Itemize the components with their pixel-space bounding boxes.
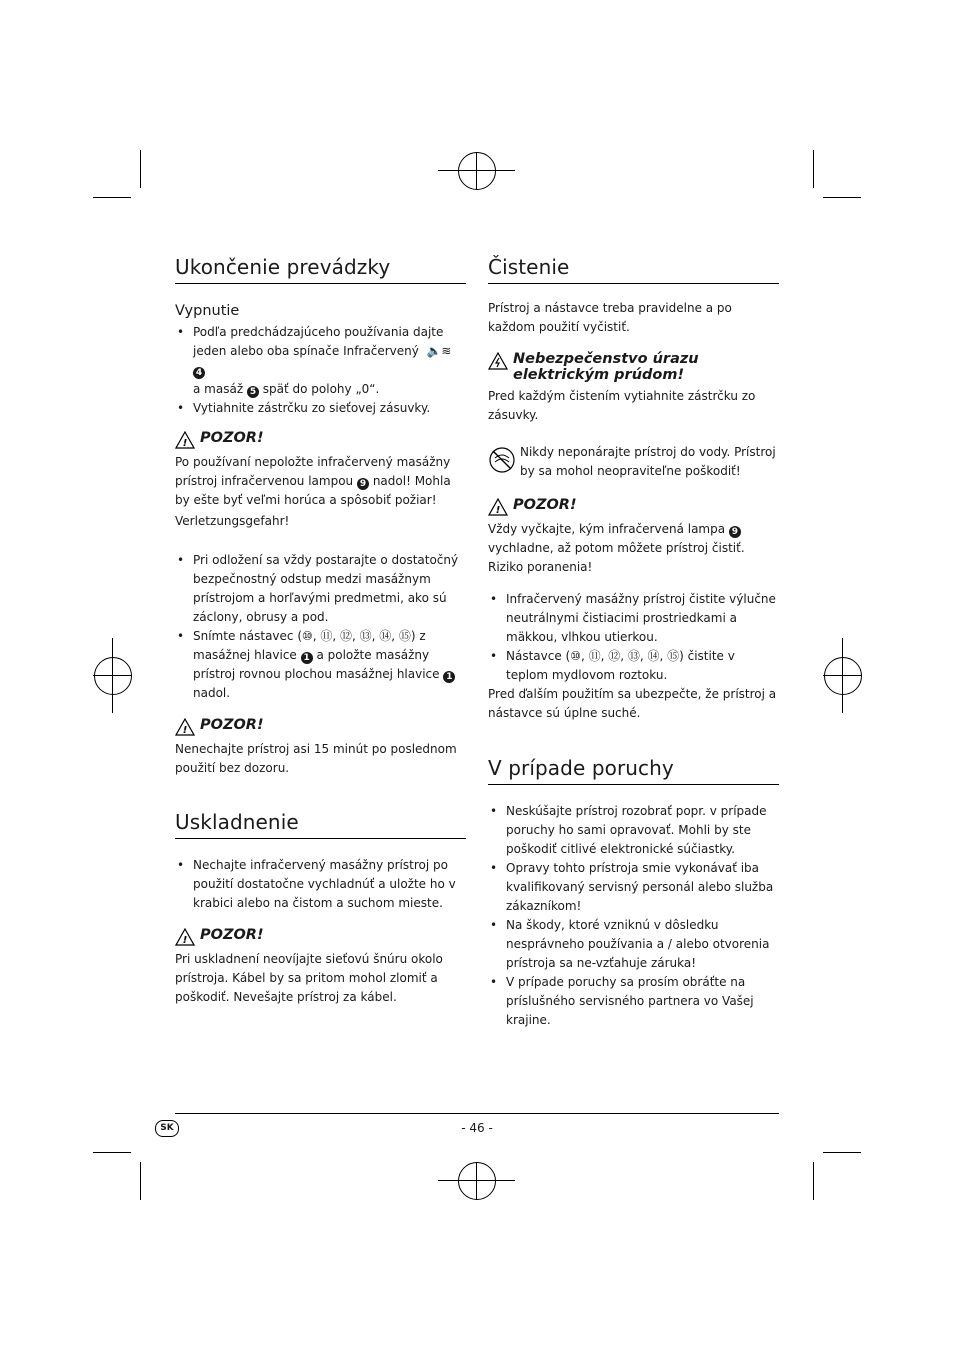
storage-list	[175, 856, 466, 913]
warning-triangle-icon	[488, 498, 508, 516]
warning-heading: ! POZOR!	[175, 927, 466, 946]
list-item: • Nástavce (⑩, ⑪, ⑫, ⑬, ⑭, ⑮) čistite v teplom mydlovom roztoku.	[488, 647, 779, 685]
list-item: • Na škody, ktoré vzniknú v dôsledku nesprávneho používania a / alebo otvorenia prístroja sa ne-vzťahuje záruka!	[488, 916, 779, 973]
list-item: • Podľa predchádzajúceho používania dajte jeden alebo oba spínače Infračervený 🔈≋ 4 a masáž 5 späť do polohy „0“.	[175, 323, 466, 399]
heading-cleaning: Čistenie	[488, 255, 779, 284]
storage-safety-list	[175, 551, 466, 703]
list-item: • Nechajte infračervený masážny prístroj po použití dostatočne vychladnúť a uložte ho v krabici alebo na čistom a suchom mieste.	[175, 856, 466, 913]
list-item: • V prípade poruchy sa prosím obráťte na príslušného servisného partnera vo Vašej krajine.	[488, 973, 779, 1030]
warning-triangle-icon	[175, 718, 195, 736]
list-item: • Pri odložení sa vždy postarajte o dostatočný bezpečnostný odstup medzi masážnym prístrojom a horľavými predmetmi, ako sú záclony, obrusy a pod.	[175, 551, 466, 627]
warning-heading: ! POZOR!	[488, 497, 779, 516]
water-notice: Nikdy neponárajte prístroj do vody. Prístroj by sa mohol neopraviteľne poškodiť!	[488, 443, 779, 481]
svg-text:!: !	[495, 505, 501, 516]
electric-warning-heading: Nebezpečenstvo úrazu elektrickým prúdom!	[488, 351, 779, 383]
malfunction-list	[488, 802, 779, 1030]
footer-rule	[175, 1113, 779, 1114]
warning-extra: Verletzungsgefahr!	[175, 514, 290, 528]
after-cleaning-text: Pred ďalším použitím sa ubezpečte, že prístroj a nástavce sú úplne suché.	[488, 687, 777, 720]
warning-extra: Riziko poranenia!	[488, 560, 593, 574]
right-column	[488, 255, 779, 1030]
subheading-turn-off: Vypnutie	[175, 303, 240, 319]
warning-triangle-icon	[175, 928, 195, 946]
warning-text: Nenechajte prístroj asi 15 minút po poslednom použití bez dozoru.	[175, 742, 457, 775]
warning-triangle-icon	[175, 431, 195, 449]
turn-off-list	[175, 323, 466, 418]
electric-warning-icon	[488, 352, 508, 370]
heading-shutdown: Ukončenie prevádzky	[175, 255, 466, 284]
svg-text:!: !	[182, 935, 188, 946]
warning-text: Pri uskladnení neovíjajte sieťovú šnúru okolo prístroja. Kábel by sa pritom mohol zlomiť a poškodiť. Nevešajte prístroj za kábel.	[175, 952, 443, 1004]
infrared-massage-icon: 🔈≋	[422, 344, 456, 358]
warning-heading: ! POZOR!	[175, 717, 466, 736]
warning-text: Vždy vyčkajte, kým infračervená lampa 9 vychladne, až potom môžete prístroj čistiť.	[488, 522, 745, 555]
list-item: • Vytiahnite zástrčku zo sieťovej zásuvky.	[175, 399, 466, 418]
intro-text: Prístroj a nástavce treba pravidelne a po každom použití vyčistiť.	[488, 301, 732, 334]
warning-text: Pred každým čistením vytiahnite zástrčku zo zásuvky.	[488, 389, 756, 422]
warning-text: Po používaní nepoložte infračervený masážny prístroj infračervenou lampou 9 nadol! Mohla by ešte byť veľmi horúca a spôsobiť požiar!	[175, 455, 451, 507]
language-badge: SK	[155, 1120, 179, 1137]
svg-text:!: !	[182, 438, 188, 449]
svg-text:!: !	[182, 725, 188, 736]
heading-malfunction: V prípade poruchy	[488, 756, 779, 785]
no-water-icon	[488, 446, 516, 474]
page-number: - 46 -	[461, 1121, 493, 1135]
cleaning-list	[488, 590, 779, 685]
list-item: • Snímte nástavec (⑩, ⑪, ⑫, ⑬, ⑭, ⑮) z masážnej hlavice 1 a položte masážny prístroj rovnou plochou masážnej hlavice 1 nadol.	[175, 627, 466, 703]
left-column	[175, 255, 466, 1007]
list-item: • Neskúšajte prístroj rozobrať popr. v prípade poruchy ho sami opravovať. Mohli by ste poškodiť citlivé elektronické súčiastky.	[488, 802, 779, 859]
list-item: • Infračervený masážny prístroj čistite výlučne neutrálnymi čistiacimi prostriedkami a mäkkou, vlhkou utierkou.	[488, 590, 779, 647]
list-item: • Opravy tohto prístroja smie vykonávať iba kvalifikovaný servisný personál alebo služba zákazníkom!	[488, 859, 779, 916]
heading-storage: Uskladnenie	[175, 810, 466, 839]
warning-heading: ! POZOR!	[175, 430, 466, 449]
